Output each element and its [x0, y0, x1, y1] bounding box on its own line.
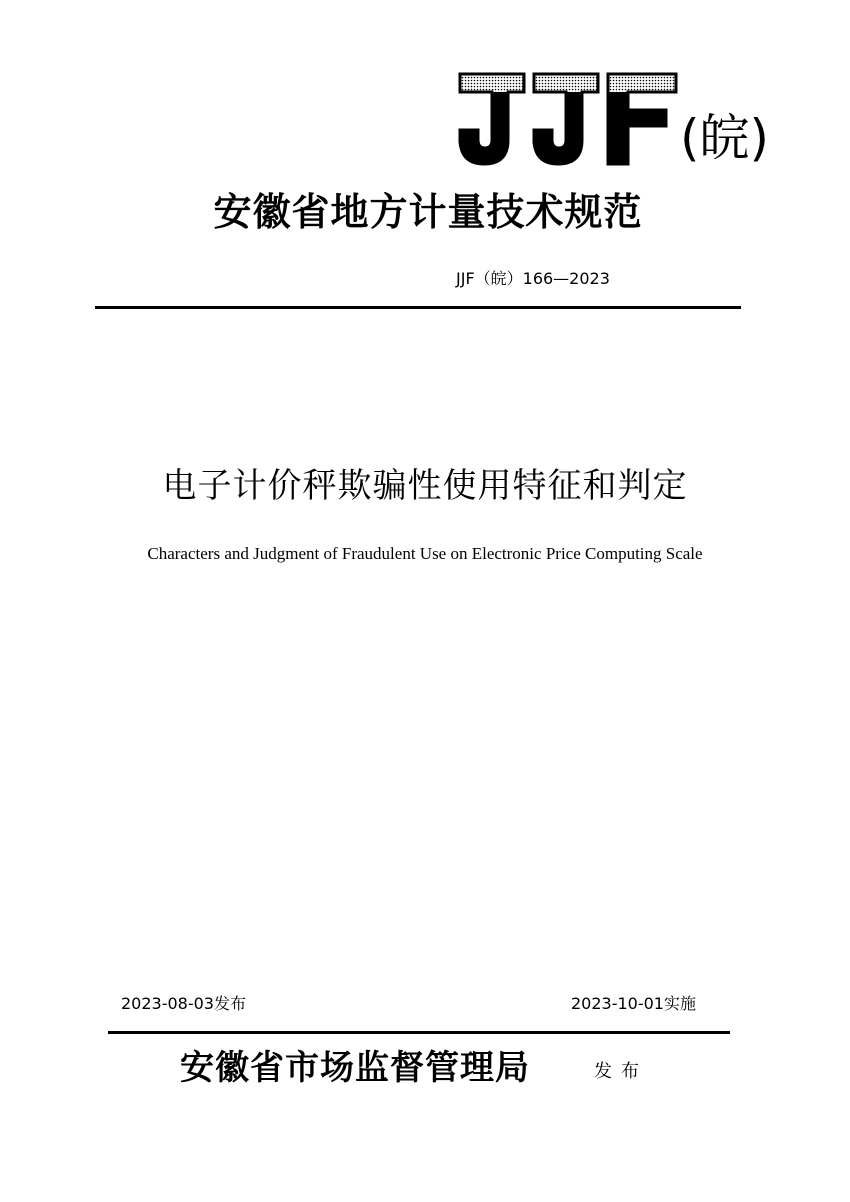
jjf-logo: [458, 70, 678, 166]
document-title-en: Characters and Judgment of Fraudulent Use on Electronic Price Computing Scale: [147, 544, 703, 563]
logo-letter-j-2: [534, 74, 598, 164]
release-date: 2023-08-03发布: [121, 994, 246, 1013]
issue-label: 发布: [594, 1061, 648, 1082]
issuing-authority: 安徽省市场监督管理局: [180, 1048, 530, 1088]
bottom-divider: [108, 1031, 730, 1034]
effective-date: 2023-10-01实施: [571, 994, 696, 1013]
logo-suffix: (皖): [680, 109, 770, 167]
document-title-zh: 电子计价秤欺骗性使用特征和判定: [162, 466, 688, 506]
standard-category: 安徽省地方计量技术规范: [213, 189, 643, 234]
standard-number: JJF（皖）166—2023: [456, 269, 610, 288]
logo-letter-f: [608, 74, 676, 164]
top-divider: [95, 306, 741, 309]
logo-letter-j-1: [460, 74, 524, 164]
